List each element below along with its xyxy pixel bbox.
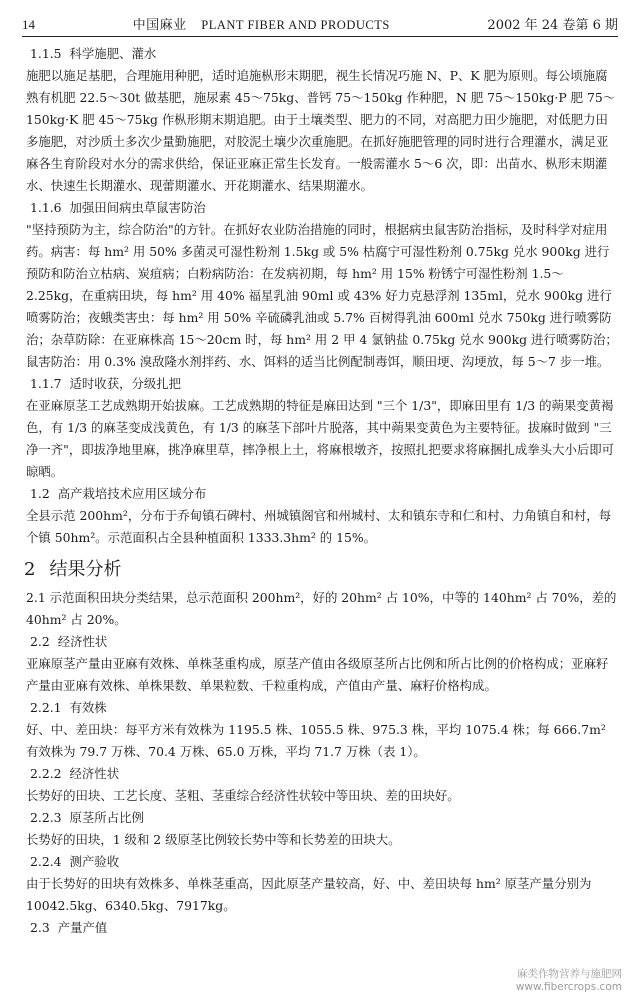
paragraph-economic-traits: 亚麻原茎产量由亚麻有效株、单株茎重构成，原茎产值由各级原茎所占比例和所占比例的价格构成；亚麻籽产量由亚麻有效株、单株果数、单果粒数、千粒重构成，产值由产量、麻籽价格构成。 [26,656,609,693]
section-number: 1.2 [30,486,50,501]
page-number: 14 [22,17,35,32]
section-title: 原茎所占比例 [69,810,144,825]
section-title: 科学施肥、灌水 [69,46,157,61]
paragraph-fertilization: 施肥以施足基肥，合理施用种肥，适时追施枞形末期肥，视生长情况巧施 N、P、K 肥为原则。每公顷施腐熟有机肥 22.5～30t 做基肥，施尿素 45～75kg、普钙 75～150kg 作种肥，N 肥 75～150kg·P 肥 75～150kg·K 肥 45～75kg 作枞形期末期追肥。由于土壤类型、肥力的不同，对高肥力田少施肥，对低肥力田多施肥，对沙质土多次少量勤施肥，对胶泥土壤少次重施肥。在抓好施肥管理的同时进行合理灌水，满足亚麻各生育阶段对水分的需求供给，保证亚麻正常生长发育。一般需灌水 5～6 次，即：出苗水、枞形末期灌水、快速生长期灌水、现蕾期灌水、开花期灌水、结果期灌水。 [26,68,616,193]
site-watermark [516,968,622,994]
section-heading-2-3 [22,917,618,939]
issue-info: 2002 年 24 卷第 6 期 [487,18,618,33]
section-heading-1-2 [22,483,618,505]
section-title: 产量产值 [57,920,108,935]
paragraph-traits-compare: 长势好的田块、工艺长度、茎粗、茎重综合经济性状较中等田块、差的田块好。 [26,788,460,803]
paragraph-harvest: 在亚麻原茎工艺成熟期开始拔麻。工艺成熟期的特征是麻田达到 "三个 1/3"，即麻田里有 1/3 的蒴果变黄褐色，有 1/3 的麻茎变成浅黄色，有 1/3 的麻茎下部叶片脱落，其中蒴果变黄色为主要特征。拔麻时做到 "三净一齐"，即拔净地里麻，挑净麻里草，摔净根上土，将麻根墩齐，按照扎把要求将麻捆扎成拳头大小后即可晾晒。 [26,398,615,479]
section-title: 加强田间病虫草鼠害防治 [69,200,206,215]
section-heading-2-2-2 [22,763,618,785]
article-body [22,43,618,939]
section-title: 测产验收 [69,854,120,869]
section-number: 2.2.1 [30,700,62,715]
paragraph-effective-plants: 好、中、差田块：每平方米有效株为 1195.5 株、1055.5 株、975.3 株，平均 1075.4 株；每 666.7m² 有效株为 79.7 万株、70.4 万株、65.0 万株，平均 71.7 万株（表 1）。 [26,722,606,759]
section-heading-2-2-4 [22,851,618,873]
section-title: 经济性状 [69,766,120,781]
paragraph-pest-control: "坚持预防为主，综合防治"的方针。在抓好农业防治措施的同时，根据病虫鼠害防治指标，及时科学对症用药。病害：每 hm² 用 50% 多菌灵可湿性粉剂 1.5kg 或 5% 枯腐宁可湿性粉剂 0.75kg 兑水 900kg 进行预防和防治立枯病、炭疽病；白粉病防治：在发病初期，每 hm² 用 15% 粉锈宁可湿性粉剂 1.5～2.25kg，在重病田块，每 hm² 用 40% 福星乳油 90ml 或 43% 好力克悬浮剂 135ml，兑水 900kg 进行喷雾防治；夜蛾类害虫：每 hm² 用 50% 辛硫磷乳油或 5.7% 百树得乳油 600ml 兑水 750kg 进行喷雾防治；杂草防除：在亚麻株高 15～20cm 时，每 hm² 用 2 甲 4 氯钠盐 0.75kg 兑水 900kg 进行喷雾防治；鼠害防治：用 0.3% 溴敌隆水剂拌药、水、饵料的适当比例配制毒饵，顺田埂、沟埂放，每 5～7 步一堆。 [26,222,618,369]
section-title: 有效株 [69,700,107,715]
section-number: 1.1.5 [30,46,62,61]
paragraph-stem-ratio: 长势好的田块，1 级和 2 级原茎比例较长势中等和长势差的田块大。 [26,832,401,847]
journal-title [133,14,390,33]
journal-title-en: PLANT FIBER AND PRODUCTS [201,18,390,32]
section-number: 2.2.2 [30,766,62,781]
paragraph-yield-test: 由于长势好的田块有效株多、单株茎重高，因此原茎产量较高，好、中、差田块每 hm² 原茎产量分别为 10042.5kg、6340.5kg、7917kg。 [26,876,592,913]
section-title: 适时收获，分级扎把 [69,376,182,391]
section-title: 经济性状 [57,634,108,649]
section-heading-1-1-7 [22,373,618,395]
section-heading-2-2 [22,631,618,653]
chapter-title: 结果分析 [49,559,122,580]
paragraph-distribution: 全县示范 200hm²，分布于乔甸镇石碑村、州城镇阁官和州城村、太和镇东寺和仁和村、力角镇自和村，每个镇 50hm²。示范面积占全县种植面积 1333.3hm² 的 15%。 [26,508,612,545]
section-heading-1-1-6 [22,197,618,219]
section-number: 1.1.6 [30,200,62,215]
section-number: 2.2.4 [30,854,62,869]
chapter-heading-2 [24,555,618,585]
paragraph-2-1: 2.1 示范面积田块分类结果，总示范面积 200hm²，好的 20hm² 占 10%，中等的 140hm² 占 70%，差的 40hm² 占 20%。 [26,590,617,627]
section-heading-2-2-3 [22,807,618,829]
running-header [22,0,618,37]
watermark-line-1: 麻类作物营养与施肥网 [517,968,622,980]
chapter-number: 2 [24,559,36,580]
section-heading-2-2-1 [22,697,618,719]
section-number: 2.3 [30,920,50,935]
section-number: 1.1.7 [30,376,62,391]
section-heading-1-1-5 [22,43,618,65]
journal-title-cn: 中国麻业 [132,18,187,33]
section-number: 2.2 [30,634,50,649]
section-title: 高产栽培技术应用区域分布 [57,486,207,501]
section-number: 2.2.3 [30,810,62,825]
watermark-line-2: www.fibercrops.com [515,981,622,993]
